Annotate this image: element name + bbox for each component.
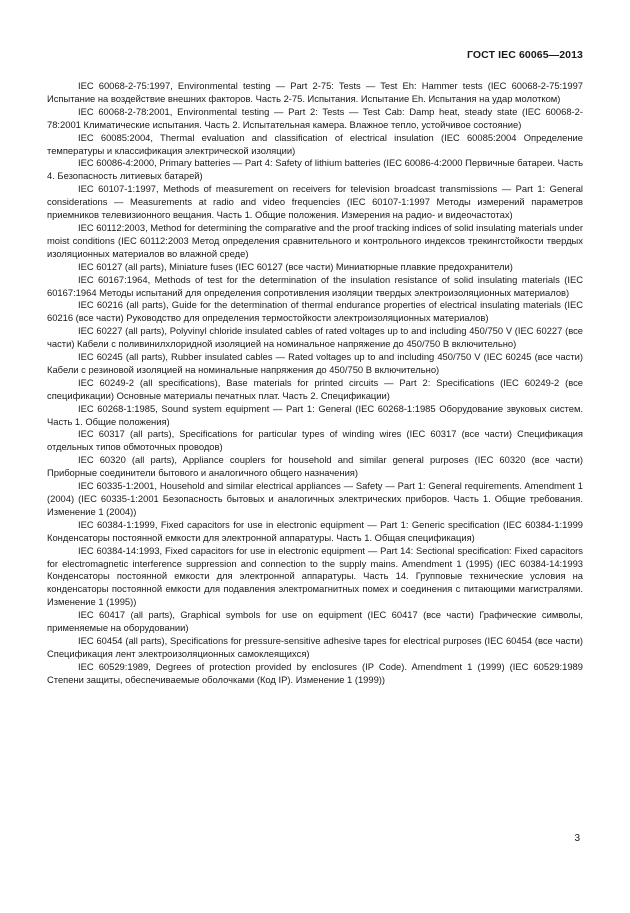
document-header-title: ГОСТ IEC 60065—2013	[466, 49, 583, 61]
reference-entry: IEC 60107-1:1997, Methods of measurement on receivers for television broadcast transmissions — Part 1: General considerations — Measurements at radio and video frequencies (IEC 60107-1:1997 Методы измерений параметров приемников телевизионного вещания. Часть 1. Общие положения. Измерения на радио- и видеочастотах)	[47, 183, 583, 221]
reference-entry: IEC 60167:1964, Methods of test for the determination of the insulation resistance of solid insulating materials (IEC 60167:1964 Методы испытаний для определения сопротивления изоляции твердых электроизоляционных материалов)	[47, 273, 583, 298]
reference-entry: IEC 60454 (all parts), Specifications for pressure-sensitive adhesive tapes for electrical purposes (IEC 60454 (все части) Спецификация лент электроизоляционных самоклеящихся)	[47, 634, 583, 659]
reference-entry: IEC 60086-4:2000, Primary batteries — Part 4: Safety of lithium batteries (IEC 60086-4:2000 Первичные батареи. Часть 4. Безопасность литиевых батарей)	[47, 157, 583, 182]
reference-entry: IEC 60216 (all parts), Guide for the determination of thermal endurance properties of electrical insulating materials (IEC 60216 (все части) Руководство для определения термостойкости электроизоляционных материалов)	[47, 299, 583, 324]
page-number: 3	[574, 833, 580, 844]
reference-entry: IEC 60227 (all parts), Polyvinyl chloride insulated cables of rated voltages up to and including 450/750 V (IEC 60227 (все части) Кабели с поливинилхлоридной изоляцией на номинальное напряжение до 450/750 В включительно)	[47, 325, 583, 350]
reference-entry: IEC 60529:1989, Degrees of protection provided by enclosures (IP Code). Amendment 1 (1999) (IEC 60529:1989 Степени защиты, обеспечиваемые оболочками (Код IP). Изменение 1 (1999))	[47, 660, 583, 685]
reference-entry: IEC 60384-1:1999, Fixed capacitors for use in electronic equipment — Part 1: Generic specification (IEC 60384-1:1999 Конденсаторы постоянной емкости для электронной аппаратуры. Часть 1. Общая спецификация)	[47, 518, 583, 543]
reference-entry: IEC 60249-2 (all specifications), Base materials for printed circuits — Part 2: Specifications (IEC 60249-2 (все спецификации) Основные материалы печатных плат. Часть 2. Спецификации)	[47, 376, 583, 401]
reference-entry: IEC 60085:2004, Thermal evaluation and classification of electrical insulation (IEC 60085:2004 Определение температуры и классификация электрической изоляции)	[47, 131, 583, 156]
reference-entry: IEC 60384-14:1993, Fixed capacitors for use in electronic equipment — Part 14: Sectional specification: Fixed capacitors for electromagnetic interference suppression and connection to the supply mains. Amendment 1 (1995) (IEC 60384-14:1993 Конденсаторы постоянной емкости для электронной аппаратуры. Часть 14. Групповые технические условия на конденсаторы постоянной емкости для подавления электромагнитных помех и соединения с питающими магистралями. Изменение 1 (1995))	[47, 544, 583, 608]
reference-entry: IEC 60112:2003, Method for determining the comparative and the proof tracking indices of solid insulating materials under moist conditions (IEC 60112:2003 Метод определения сравнительного и контрольного индексов трекингстойкости твердых изоляционных материалов во влажной среде)	[47, 221, 583, 259]
reference-entry: IEC 60335-1:2001, Household and similar electrical appliances — Safety — Part 1: General requirements. Amendment 1 (2004) (IEC 60335-1:2001 Безопасность бытовых и аналогичных электрических приборов. Часть 1. Общие требования. Изменение 1 (2004))	[47, 480, 583, 517]
reference-entry: IEC 60320 (all parts), Appliance couplers for household and similar general purposes (IEC 60320 (все части) Приборные соединители бытового и аналогичного общего назначения)	[47, 454, 583, 479]
normative-references-list	[47, 80, 583, 687]
reference-entry: IEC 60068-2-75:1997, Environmental testing — Part 2-75: Tests — Test Eh: Hammer tests (IEC 60068-2-75:1997 Испытание на воздействие внешних факторов. Часть 2-75. Испытания. Испытание Eh. Испытания на удар молотком)	[47, 80, 583, 104]
reference-entry: IEC 60068-2-78:2001, Environmental testing — Part 2: Tests — Test Cab: Damp heat, steady state (IEC 60068-2-78:2001 Климатические испытания. Часть 2. Испытательная камера. Влажное тепло, устойчивое состояние)	[47, 105, 583, 130]
reference-entry: IEC 60127 (all parts), Miniature fuses (IEC 60127 (все части) Миниатюрные плавкие предохранители)	[78, 260, 513, 272]
reference-entry: IEC 60268-1:1985, Sound system equipment — Part 1: General (IEC 60268-1:1985 Оборудование звуковых систем. Часть 1. Общие положения)	[47, 402, 583, 427]
reference-entry: IEC 60317 (all parts), Specifications for particular types of winding wires (IEC 60317 (все части) Спецификация отдельных типов обмоточных проводов)	[47, 428, 583, 453]
reference-entry: IEC 60417 (all parts), Graphical symbols for use on equipment (IEC 60417 (все части) Графические символы, применяемые на оборудовании)	[47, 609, 583, 634]
reference-entry: IEC 60245 (all parts), Rubber insulated cables — Rated voltages up to and including 450/750 V (IEC 60245 (все части) Кабели с резиновой изоляцией на номинальные напряжения до 450/750 В включительно)	[47, 351, 583, 375]
